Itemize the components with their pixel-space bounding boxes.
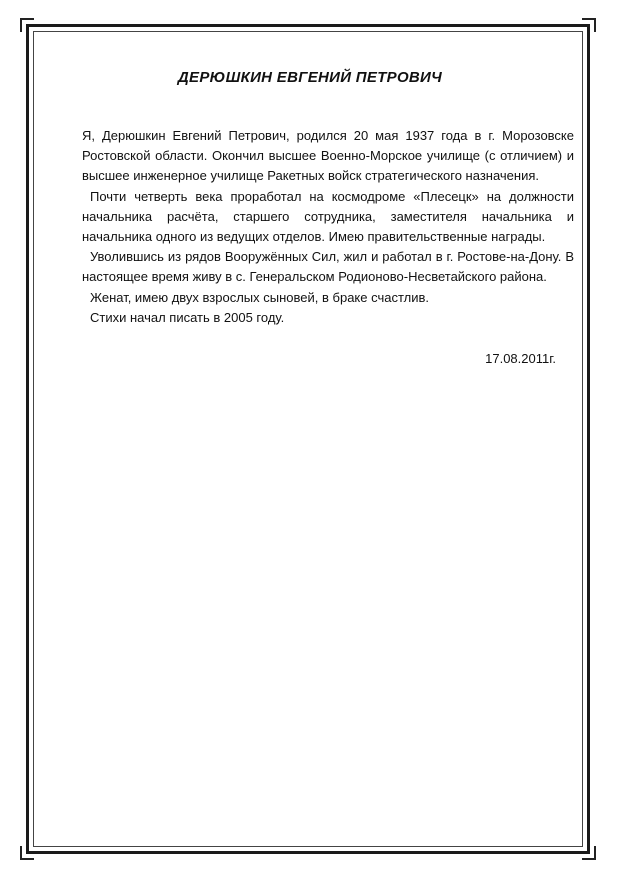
document-date: 17.08.2011г. [485, 351, 556, 366]
document-body [82, 126, 574, 328]
paragraph-poetry: Стихи начал писать в 2005 году. [90, 309, 285, 325]
paragraph-family: Женат, имею двух взрослых сыновей, в браке счастлив. [90, 289, 429, 305]
frame-corner-bottom-right [582, 846, 596, 860]
frame-corner-bottom-left [20, 846, 34, 860]
document-title: ДЕРЮШКИН ЕВГЕНИЙ ПЕТРОВИЧ [177, 69, 443, 86]
frame-corner-top-left [20, 18, 34, 32]
frame-corner-top-right [582, 18, 596, 32]
paragraph-birth-education: Я, Дерюшкин Евгений Петрович, родился 20 мая 1937 года в г. Морозовске Ростовской области. Окончил высшее Военно-Морское училище (с отличием) и высшее инженерное училище Ракетных войск стратегического назначения. [82, 128, 574, 184]
paragraph-career: Почти четверть века проработал на космодроме «Плесецк» на должности начальника расчёта, старшего сотрудника, заместителя начальника и начальника одного из ведущих отделов. Имею правительственные награды. [82, 188, 574, 245]
paragraph-residence: Уволившись из рядов Вооружённых Сил, жил и работал в г. Ростове-на-Дону. В настоящее время живу в с. Генеральском Родионово-Несветайского района. [82, 249, 574, 285]
